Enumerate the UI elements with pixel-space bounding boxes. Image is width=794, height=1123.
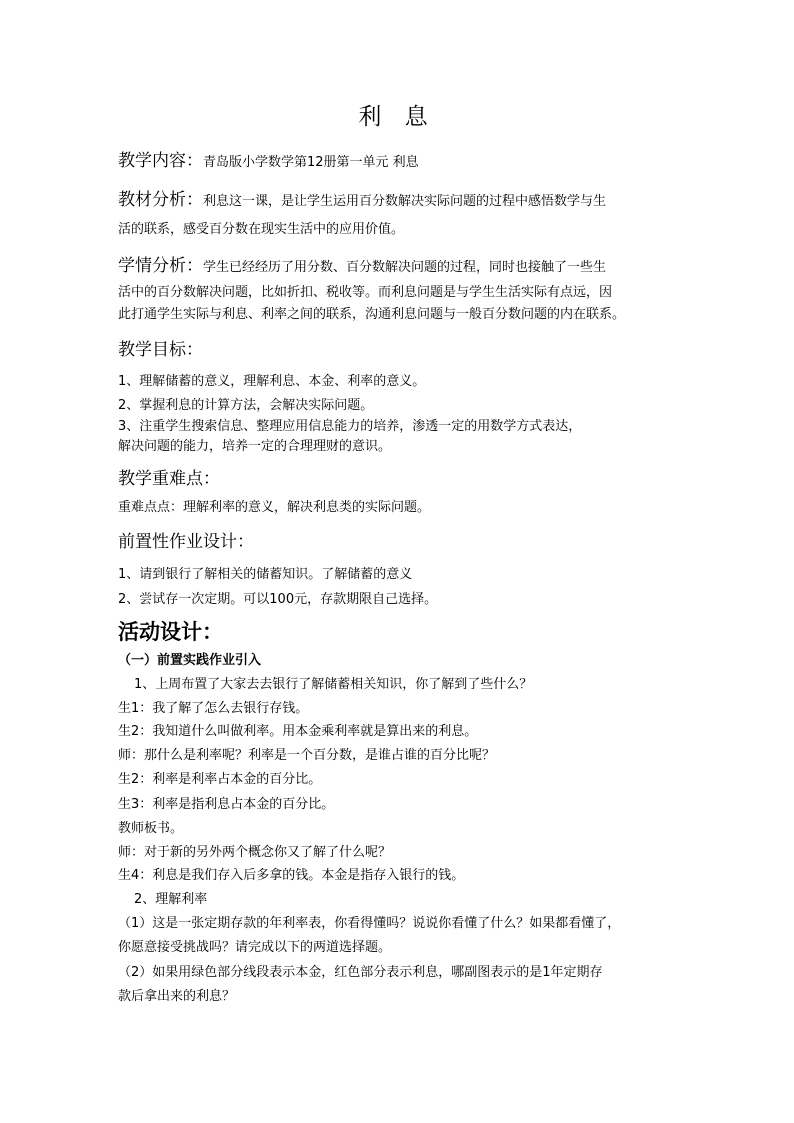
activity-line: （1）这是一张定期存款的年利率表，你看得懂吗？说说你看懂了什么？如果都看懂了， xyxy=(118,916,621,931)
activity-line: 款后拿出来的利息？ xyxy=(118,989,236,1004)
activity-section-1: （一）前置实践作业引入 xyxy=(118,653,262,668)
learner-line-1 xyxy=(118,253,684,279)
analysis-text-2: 活的联系，感受百分数在现实生活中的应用价值。 xyxy=(118,222,405,237)
homework-heading: 前置性作业设计： xyxy=(118,532,254,552)
homework-item-2: 2、尝试存一次定期。可以100元，存款期限自己选择。 xyxy=(118,592,438,607)
homework-item-1: 1、请到银行了解相关的储蓄知识。了解储蓄的意义 xyxy=(118,567,413,582)
activity-line: 生3：利率是指利息占本金的百分比。 xyxy=(118,797,335,812)
activity-line: 2、理解利率 xyxy=(134,892,208,907)
activity-line: 生1：我了解了怎么去银行存钱。 xyxy=(118,701,309,716)
activity-line: 师：对于新的另外两个概念你又了解了什么呢？ xyxy=(118,845,392,860)
activity-heading: 活动设计： xyxy=(118,620,223,644)
analysis-label: 教材分析： xyxy=(118,190,203,210)
activity-line: （2）如果用绿色部分线段表示本金，红色部分表示利息，哪副图表示的是1年定期存 xyxy=(118,965,603,980)
goal-item-2: 2、掌握利息的计算方法，会解决实际问题。 xyxy=(118,398,374,413)
activity-line: 生2：利率是利率占本金的百分比。 xyxy=(118,772,322,787)
activity-line: 1、上周布置了大家去去银行了解储蓄相关知识，你了解到了些什么？ xyxy=(134,677,533,692)
goal-item-3-continued: 解决问题的能力，培养一定的合理理财的意识。 xyxy=(118,439,392,454)
analysis-text-1: 利息这一课，是让学生运用百分数解决实际问题的过程中感悟数学与生 xyxy=(203,194,607,209)
content-label: 教学内容： xyxy=(118,151,203,171)
learner-text-2: 活中的百分数解决问题，比如折扣、税收等。而利息问题是与学生生活实际有点远，因 xyxy=(118,285,613,300)
learner-text-1: 学生已经经历了用分数、百分数解决问题的过程，同时也接触了一些生 xyxy=(203,260,607,275)
content-text: 青岛版小学数学第12册第一单元 利息 xyxy=(203,155,419,170)
analysis-line-1 xyxy=(118,187,684,213)
goal-item-1: 1、理解储蓄的意义，理解利息、本金、利率的意义。 xyxy=(118,374,426,389)
learner-text-3: 此打通学生实际与利息、利率之间的联系，沟通利息问题与一般百分数问题的内在联系。 xyxy=(118,307,626,322)
keypoints-text: 重难点点：理解利率的意义，解决利息类的实际问题。 xyxy=(118,500,431,515)
goals-heading: 教学目标： xyxy=(118,340,203,360)
content-line xyxy=(118,148,684,174)
document-title: 利 息 xyxy=(358,104,436,130)
keypoints-heading: 教学重难点： xyxy=(118,469,220,489)
activity-line: 生4：利息是我们存入后多拿的钱。本金是指存入银行的钱。 xyxy=(118,868,465,883)
activity-line: 师：那什么是利率呢？利率是一个百分数，是谁占谁的百分比呢？ xyxy=(118,748,496,763)
activity-line: 生2：我知道什么叫做利率。用本金乘利率就是算出来的利息。 xyxy=(118,724,478,739)
activity-line: 你愿意接受挑战吗？请完成以下的两道选择题。 xyxy=(118,940,392,955)
learner-label: 学情分析： xyxy=(118,256,203,276)
goal-item-3: 3、注重学生搜索信息、整理应用信息能力的培养，渗透一定的用数学方式表达， xyxy=(118,419,582,434)
activity-line: 教师板书。 xyxy=(118,821,184,836)
